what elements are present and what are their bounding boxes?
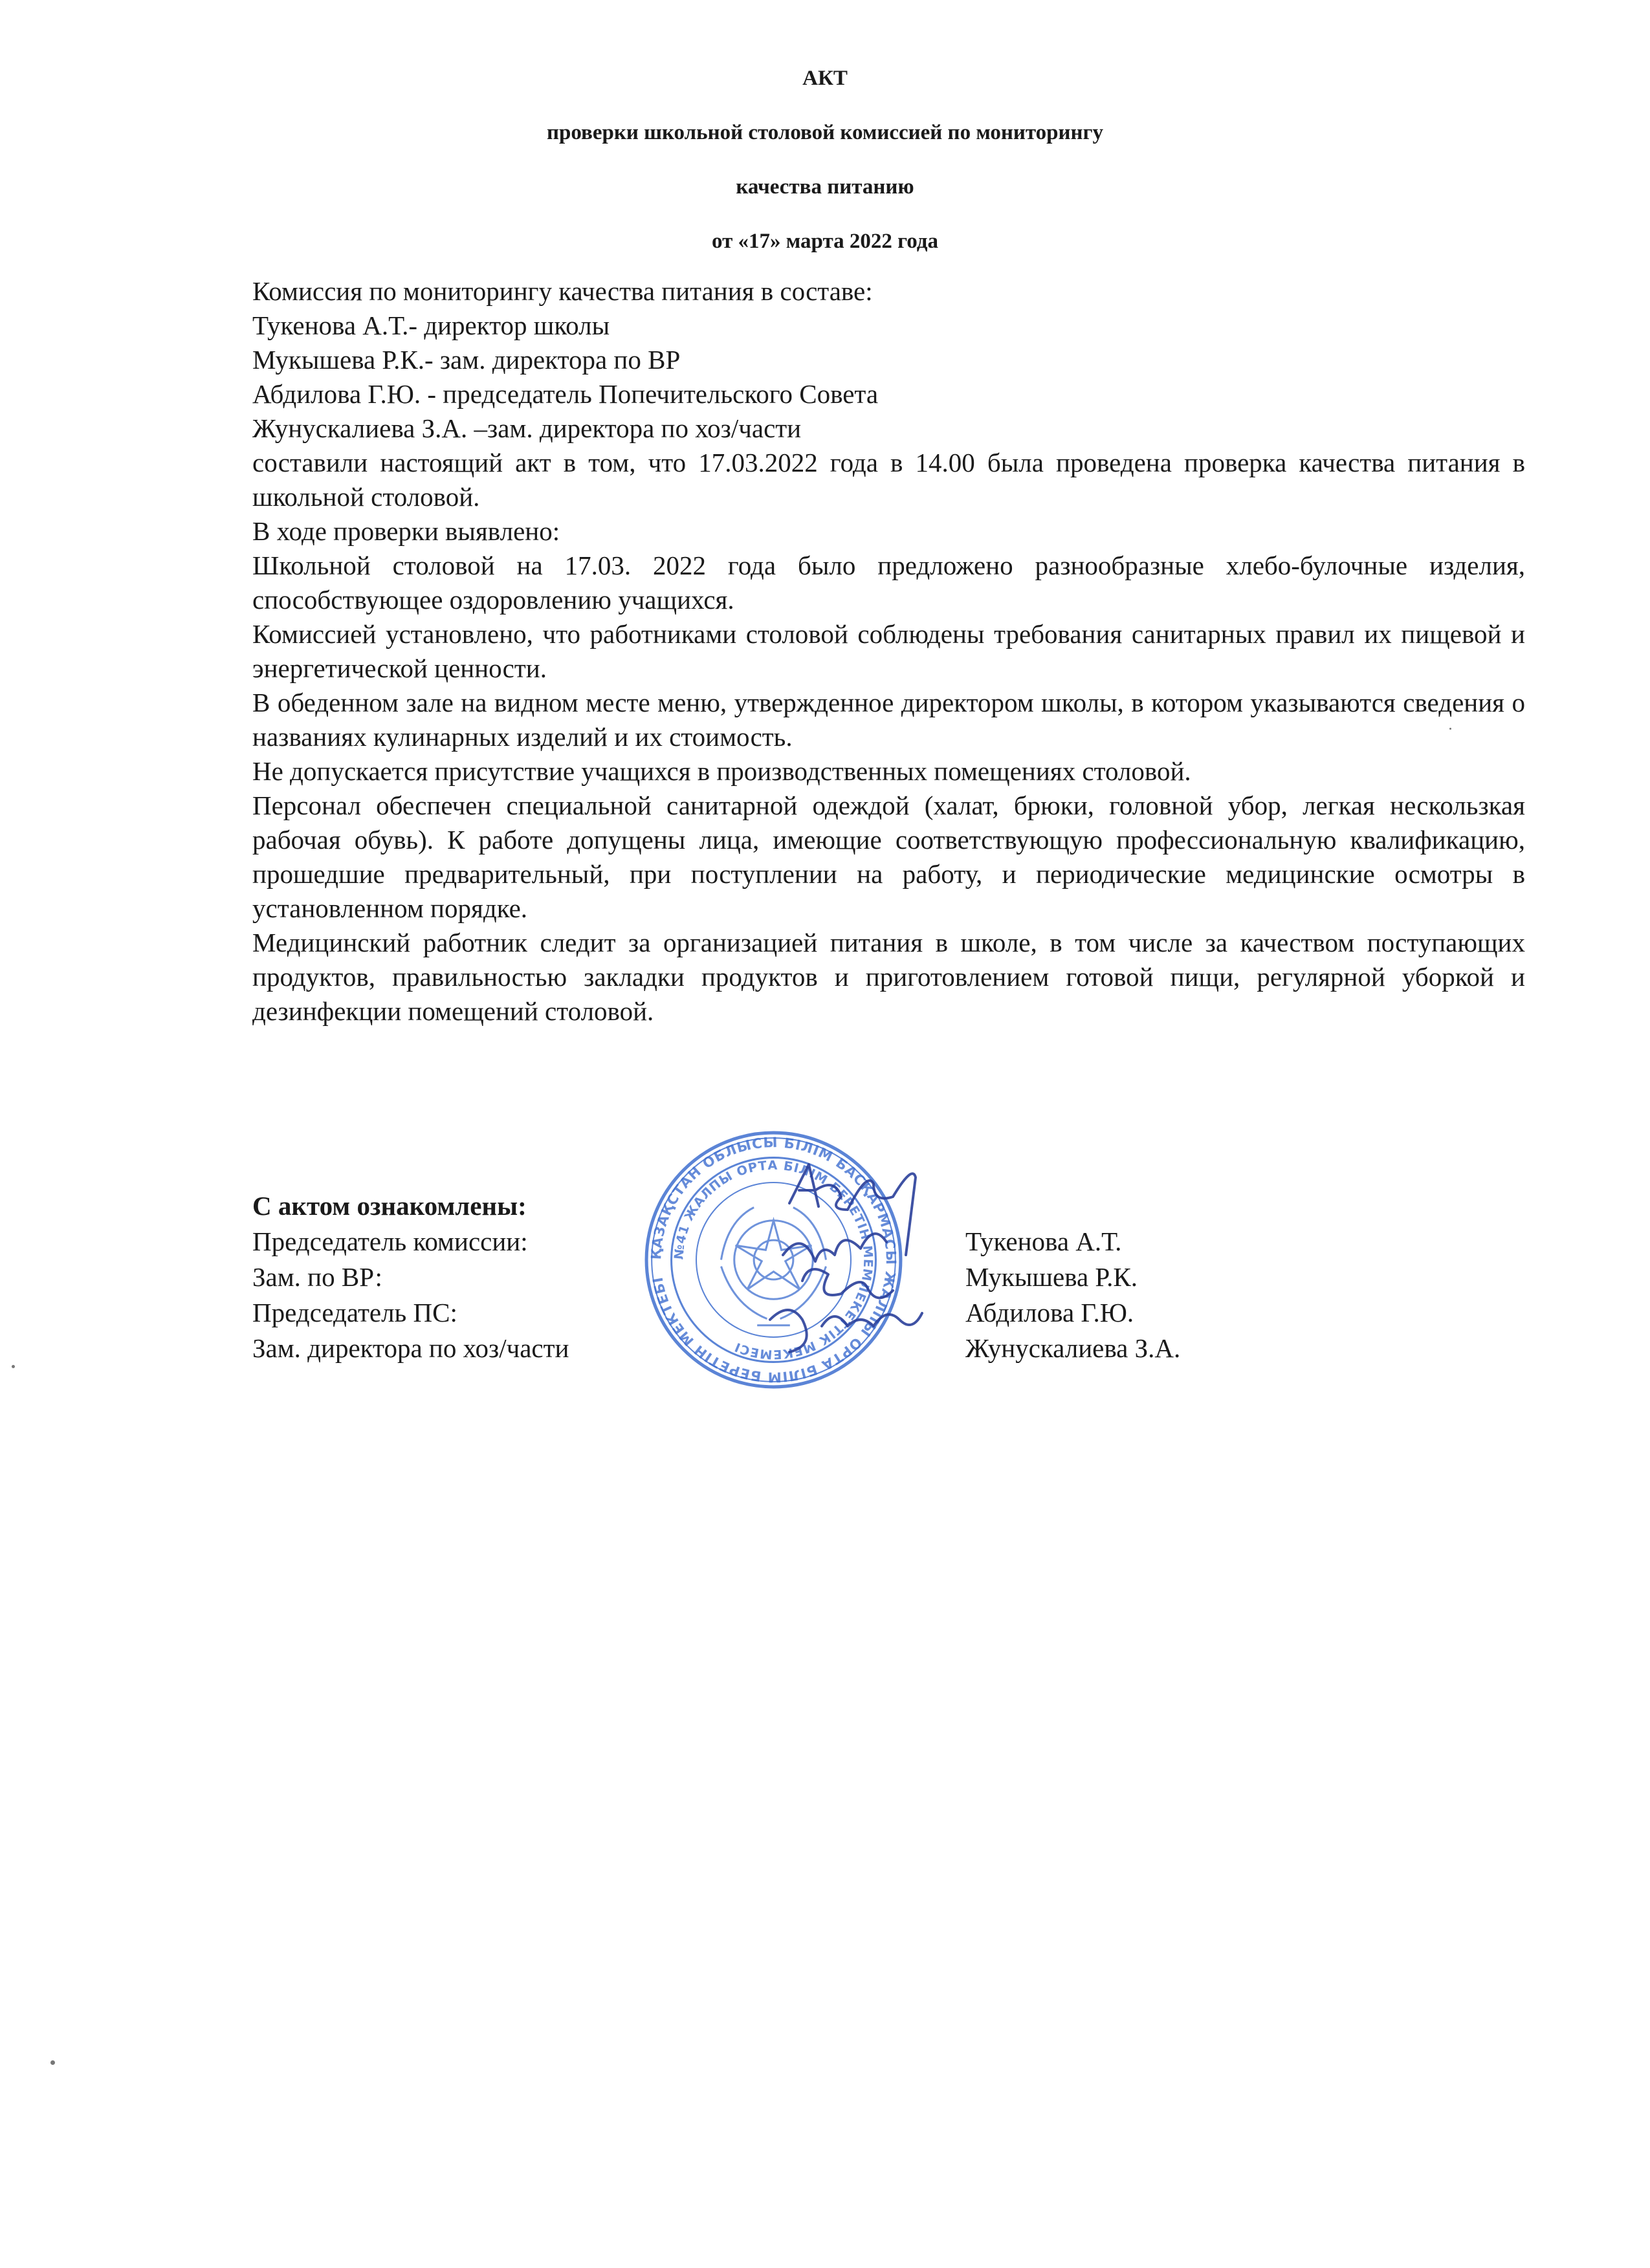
signer-role: Зам. директора по хоз/части [252,1333,569,1363]
signer-role: Председатель ПС: [252,1298,457,1327]
signer-name: Мукышева Р.К. [965,1262,1138,1292]
signer-name: Абдилова Г.Ю. [965,1298,1134,1327]
inspection-statement: составили настоящий акт в том, что 17.03.2022 года в 14.00 была проведена проверка качества питания в школьной столовой. [252,448,1525,512]
document-header [0,65,1650,256]
scan-speck [12,1365,15,1368]
findings-heading: В ходе проверки выявлено: [252,516,560,546]
member-line: Абдилова Г.Ю. - председатель Попечительского Совета [252,379,879,409]
document-date: от «17» марта 2022 года [712,230,938,253]
signer-name: Тукенова А.Т. [965,1227,1122,1256]
document-subtitle-line-1: проверки школьной столовой комиссией по мониторингу [546,121,1104,144]
svg-text:№41 ЖАЛПЫ ОРТА БІЛІМ БЕРЕТІН М: №41 ЖАЛПЫ ОРТА БІЛІМ БЕРЕТІН МЕМЛЕКЕТТІК МЕКЕМЕСІ [671,1157,876,1362]
signature-block-title: С актом ознакомлены: [252,1191,527,1221]
signer-name: Жунускалиева З.А. [965,1333,1181,1363]
finding-paragraph: В обеденном зале на видном месте меню, утвержденное директором школы, в котором указываются сведения о названиях кулинарных изделий и их стоимость. [252,688,1525,752]
svg-text:ҚАЗАҚСТАН ОБЛЫСЫ БІЛІМ БАСҚАРМ: ҚАЗАҚСТАН ОБЛЫСЫ БІЛІМ БАСҚАРМАСЫ ЖАЛПЫ ОРТА БІЛІМ БЕРЕТІН МЕКТЕБІ [648,1135,899,1385]
handwritten-signature [764,1151,932,1384]
member-line: Мукышева Р.К.- зам. директора по ВР [252,345,681,375]
member-line: Жунускалиева З.А. –зам. директора по хоз/части [252,413,802,443]
scan-speck [50,2060,55,2065]
document-title: АКТ [802,67,848,90]
signer-role: Зам. по ВР: [252,1262,382,1292]
commission-intro: Комиссия по мониторингу качества питания в составе: [252,276,873,306]
scan-speck [1449,728,1451,730]
finding-paragraph: Не допускается присутствие учащихся в производственных помещениях столовой. [252,756,1191,786]
finding-paragraph: Комиссией установлено, что работниками столовой соблюдены требования санитарных правил их пищевой и энергетической ценности. [252,619,1525,683]
document-body [252,274,1525,1029]
member-line: Тукенова А.Т.- директор школы [252,311,610,340]
signer-role: Председатель комиссии: [252,1227,528,1256]
finding-paragraph: Школьной столовой на 17.03. 2022 года было предложено разнообразные хлебо-булочные изделия, способствующее оздоровлению учащихся. [252,551,1525,615]
finding-paragraph: Медицинский работник следит за организацией питания в школе, в том числе за качеством поступающих продуктов, правильностью закладки продуктов и приготовлением готовой пищи, регулярной уборкой и дезинфекции помещений столовой. [252,928,1525,1026]
finding-paragraph: Персонал обеспечен специальной санитарной одеждой (халат, брюки, головной убор, легкая нескользкая рабочая обувь). К работе допущены лица, имеющие соответствующую профессиональную квалификацию, прошедшие предварительный, при поступлении на работу, и периодические медицинские осмотры в установленном порядке. [252,791,1525,923]
document-subtitle-line-2: качества питанию [736,175,914,199]
